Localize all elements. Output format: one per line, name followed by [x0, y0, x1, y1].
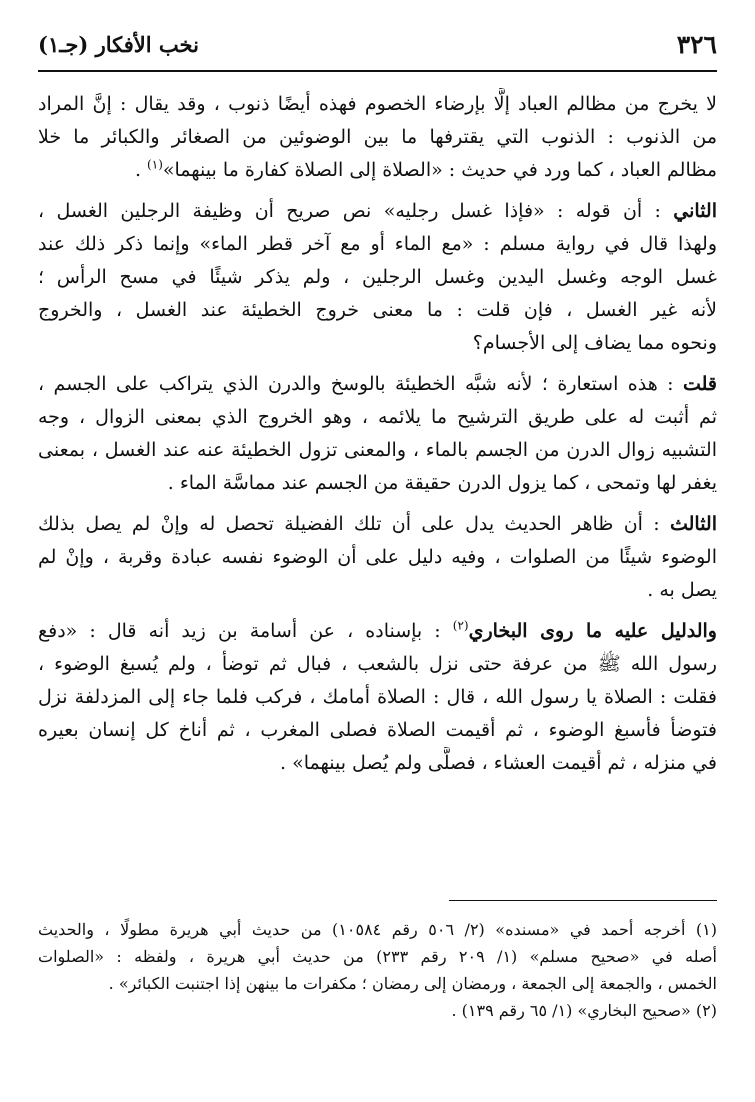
running-title: نخب الأفكار (جـ١): [38, 31, 199, 57]
footnote-marker: (١): [147, 157, 163, 172]
text-line: غسل الوجه وغسل اليدين وغسل الرجلين ، ولم يذكر شيئًا في مسح الرأس ؛: [38, 266, 717, 288]
text-line: فقلت : الصلاة يا رسول الله ، قال : الصلاة أمامك ، فركب فلما جاء إلى المزدلفة نزل: [38, 686, 717, 708]
page-header: [38, 22, 717, 66]
footnote-line: أصله في «صحيح مسلم» (١/ ٢٠٩ رقم ٢٣٣) من حديث أبي هريرة ، ولفظه : «الصلوات: [38, 947, 717, 966]
paragraph-third-first-line: الثالث : أن ظاهر الحديث يدل على أن تلك الفضيلة تحصل له وإنْ لم يصل بذلك: [38, 513, 717, 535]
paragraph-evidence-first-line: والدليل عليه ما روى البخاري$^{(٢)}$ : بإسناده ، عن أسامة بن زيد أنه قال : «دفع: [38, 618, 717, 642]
page-number: ٣٢٦: [676, 29, 717, 59]
footnote-separator: [449, 900, 717, 901]
text-line: يصل به .: [647, 579, 717, 601]
text-line: رسول الله ﷺ من عرفة حتى نزل بالشعب ، فبال ثم توضأ ، ولم يُسبغ الوضوء ،: [38, 653, 717, 675]
footnotes: [38, 916, 717, 1024]
header-rule: [38, 70, 717, 72]
paragraph-second-first-line: الثاني : أن قوله : «فإذا غسل رجليه» نص صريح أن وظيفة الرجلين الغسل ،: [38, 200, 717, 222]
heading-second: الثاني: [673, 200, 717, 222]
footnote-marker: (٢): [452, 618, 469, 633]
heading-evidence: والدليل عليه ما روى البخاري: [468, 620, 717, 642]
text-line: مظالم العباد ، كما ورد في حديث : «الصلاة إلى الصلاة كفارة ما بينهما»$^{(١)}$ .: [134, 157, 717, 181]
text-line: لأنه غير الغسل ، فإن قلت : ما معنى خروج الخطيئة عند الغسل ، والخروج: [38, 299, 717, 321]
text-line: الوضوء شيئًا من الصلوات ، وفيه دليل على أن الوضوء نفسه عبادة وقربة ، وإنْ لم: [38, 546, 717, 568]
text-line: في منزله ، ثم أقيمت العشاء ، فصلَّى ولم يُصل بينهما» .: [280, 752, 717, 774]
text-line: فتوضأ فأسبغ الوضوء ، ثم أقيمت الصلاة فصلى المغرب ، ثم أناخ كل إنسان بعيره: [38, 719, 717, 741]
text-line: ولهذا قال في رواية مسلم : «مع الماء أو مع آخر قطر الماء» وإنما ذكر ذلك عند: [38, 233, 717, 255]
paragraph-qult-first-line: قلت : هذه استعارة ؛ لأنه شبَّه الخطيئة بالوسخ والدرن الذي يتراكب على الجسم ،: [38, 373, 717, 395]
footnote-line: الخمس ، والجمعة إلى الجمعة ، ورمضان إلى رمضان ؛ مكفرات ما بينهن إذا اجتنبت الكبائر» .: [108, 974, 717, 993]
heading-third: الثالث: [669, 513, 717, 535]
text-line: يغفر لها وتمحى ، كما يزول الدرن حقيقة من الجسم عند مماسَّة الماء .: [167, 472, 717, 494]
text-line: لا يخرج من مظالم العباد إلَّا بإرضاء الخصوم فهذه أيضًا ذنوب ، وقد يقال : إنَّ المراد: [38, 93, 717, 115]
main-text: [38, 88, 717, 780]
text-line: ثم أثبت له على طريق الترشيح ما يلائمه ، وهو الخروج الذي بمعنى الزوال ، وجه: [38, 406, 717, 428]
text-line: من الذنوب : الذنوب التي يقترفها ما بين الوضوئين من الصغائر والكبائر ما خلا: [38, 126, 717, 148]
footnote-line: (١) أخرجه أحمد في «مسنده» (٢/ ٥٠٦ رقم ١٠٥٨٤) من حديث أبي هريرة مطولًا ، والحديث: [38, 920, 717, 939]
text-line: التشبيه زوال الدرن من الجسم بالماء ، والمعنى تزول الخطيئة عنه عند الغسل ، بمعنى: [38, 439, 717, 461]
heading-qult: قلت: [682, 373, 717, 395]
footnote-line: (٢) «صحيح البخاري» (١/ ٦٥ رقم ١٣٩) .: [451, 1001, 717, 1020]
text-line: ونحوه مما يضاف إلى الأجسام؟: [472, 332, 717, 354]
